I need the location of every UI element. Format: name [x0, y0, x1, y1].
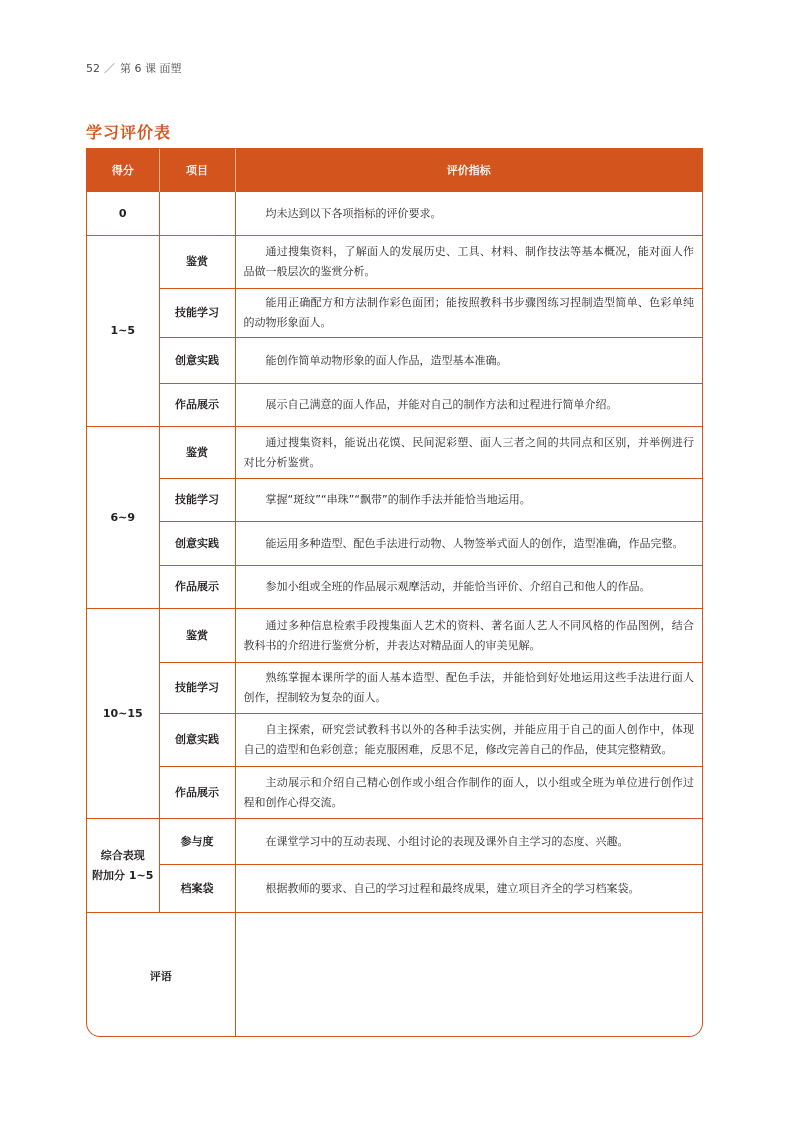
- table-header-row: [87, 149, 702, 192]
- item-cell: 鉴赏: [159, 427, 235, 479]
- criteria-cell: 能用正确配方和方法制作彩色面团；能按照教科书步骤图练习捏制造型简单、色彩单纯的动物形象面人。: [235, 289, 702, 338]
- criteria-cell: 主动展示和介绍自己精心创作或小组合作制作的面人，以小组或全班为单位进行创作过程和创作心得交流。: [235, 767, 702, 819]
- item-cell: 作品展示: [159, 384, 235, 427]
- item-cell: 参与度: [159, 819, 235, 865]
- table-row: [87, 609, 702, 663]
- column-header-item: 项目: [159, 149, 235, 192]
- item-cell: 技能学习: [159, 479, 235, 522]
- item-cell: 技能学习: [159, 663, 235, 714]
- score-line-1: 综合表现: [100, 848, 145, 862]
- column-header-criteria: 评价指标: [235, 149, 702, 192]
- comment-row: [87, 913, 702, 1038]
- table-row: [87, 566, 702, 609]
- criteria-cell: 根据教师的要求、自己的学习过程和最终成果，建立项目齐全的学习档案袋。: [235, 865, 702, 913]
- criteria-cell: 在课堂学习中的互动表现、小组讨论的表现及课外自主学习的态度、兴趣。: [235, 819, 702, 865]
- criteria-cell: 熟练掌握本课所学的面人基本造型、配色手法，并能恰到好处地运用这些手法进行面人创作，捏制较为复杂的面人。: [235, 663, 702, 714]
- table-row: [87, 384, 702, 427]
- table-row: [87, 767, 702, 819]
- criteria-cell: 掌握“斑纹”“串珠”“飘带”的制作手法并能恰当地运用。: [235, 479, 702, 522]
- table-row: [87, 236, 702, 289]
- lesson-title: 第 6 课 面塑: [120, 62, 182, 75]
- score-cell: 10~15: [87, 609, 159, 819]
- criteria-cell: 通过搜集资料，了解面人的发展历史、工具、材料、制作技法等基本概况，能对面人作品做一般层次的鉴赏分析。: [235, 236, 702, 289]
- item-cell: 鉴赏: [159, 236, 235, 289]
- header-separator: ／: [104, 62, 115, 75]
- criteria-cell: 通过搜集资料，能说出花馍、民间泥彩塑、面人三者之间的共同点和区别，并举例进行对比分析鉴赏。: [235, 427, 702, 479]
- score-cell: 1~5: [87, 236, 159, 427]
- table-row: [87, 289, 702, 338]
- score-cell: 0: [87, 192, 159, 236]
- item-cell: 创意实践: [159, 714, 235, 767]
- score-cell: [87, 819, 159, 913]
- page-header: [86, 60, 182, 76]
- criteria-cell: 均未达到以下各项指标的评价要求。: [235, 192, 702, 236]
- table-row: [87, 479, 702, 522]
- criteria-cell: 展示自己满意的面人作品，并能对自己的制作方法和过程进行简单介绍。: [235, 384, 702, 427]
- page-number: 52: [86, 62, 100, 75]
- item-cell: 作品展示: [159, 566, 235, 609]
- criteria-cell: 通过多种信息检索手段搜集面人艺术的资料、著名面人艺人不同风格的作品图例，结合教科书的介绍进行鉴赏分析，并表达对精品面人的审美见解。: [235, 609, 702, 663]
- criteria-cell: 能运用多种造型、配色手法进行动物、人物签举式面人的创作，造型准确，作品完整。: [235, 522, 702, 566]
- table-row: [87, 819, 702, 865]
- comment-label: 评语: [87, 913, 235, 1038]
- table-row: [87, 714, 702, 767]
- item-cell: 创意实践: [159, 338, 235, 384]
- item-cell: 创意实践: [159, 522, 235, 566]
- criteria-cell: 能创作简单动物形象的面人作品，造型基本准确。: [235, 338, 702, 384]
- item-cell: 鉴赏: [159, 609, 235, 663]
- item-cell: [159, 192, 235, 236]
- table-row: [87, 522, 702, 566]
- table-row: [87, 192, 702, 236]
- section-title: 学习评价表: [86, 123, 172, 142]
- table-row: [87, 427, 702, 479]
- item-cell: 档案袋: [159, 865, 235, 913]
- item-cell: 作品展示: [159, 767, 235, 819]
- table-row: [87, 865, 702, 913]
- evaluation-table: [86, 148, 703, 1037]
- comment-area: [235, 913, 702, 1038]
- table-row: [87, 338, 702, 384]
- score-cell: 6~9: [87, 427, 159, 609]
- criteria-cell: 自主探索，研究尝试教科书以外的各种手法实例，并能应用于自己的面人创作中，体现自己的造型和色彩创意；能克服困难，反思不足，修改完善自己的作品，使其完整精致。: [235, 714, 702, 767]
- criteria-cell: 参加小组或全班的作品展示观摩活动，并能恰当评价、介绍自己和他人的作品。: [235, 566, 702, 609]
- column-header-score: 得分: [87, 149, 159, 192]
- score-line-2: 附加分 1~5: [92, 868, 154, 882]
- table-row: [87, 663, 702, 714]
- item-cell: 技能学习: [159, 289, 235, 338]
